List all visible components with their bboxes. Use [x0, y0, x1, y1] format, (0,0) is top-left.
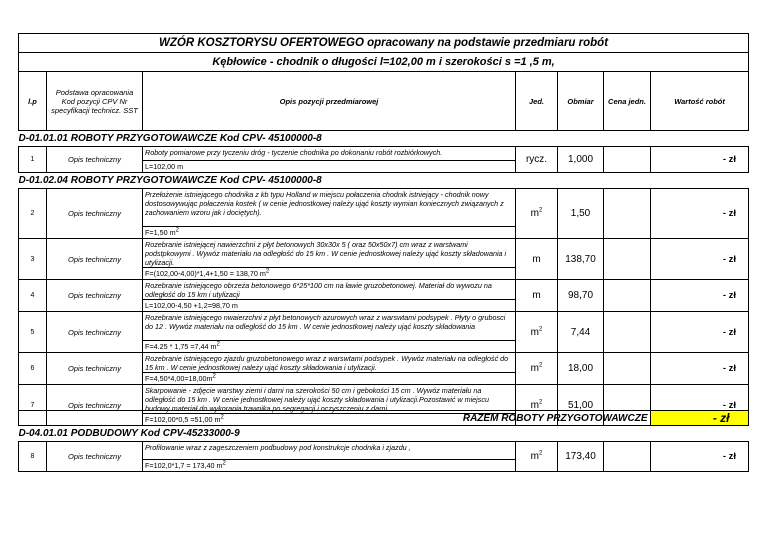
row-quantity: 1,50 [558, 189, 604, 239]
cost-estimate-table-continued [18, 426, 749, 472]
table-row [19, 189, 749, 227]
row-basis: Opis techniczny [47, 147, 143, 173]
row-calculation: F=(102,00-4,00)*1,4+1,50 = 138,70 $m^2$ [143, 268, 516, 280]
document-subtitle: Kębłowice - chodnik o długości l=102,00 m i szerokości s =1 ,5 m, [19, 53, 749, 72]
column-header-unit: Jed. [516, 72, 558, 131]
row-calculation: F=102,00*0,5 =51,00 $m^2$ [143, 414, 516, 426]
section-heading: D-04.01.01 PODBUDOWY Kod CPV-45233000-9 [19, 426, 749, 442]
column-header-description: Opis pozycji przedmiarowej [143, 72, 516, 131]
column-header-value: Wartość robót [651, 72, 749, 131]
row-basis: Opis techniczny [47, 353, 143, 385]
table-row [19, 442, 749, 460]
table-row [19, 280, 749, 300]
row-price [604, 353, 651, 385]
row-price [604, 312, 651, 353]
row-description: Przełożenie istniejącego chodnika z kb typu Holland w miejscu połaczenia chodnik istniejący - chodnik nowy dostosowywując połaczenia kostek ( w cenie jednostkowej należy ująć koszty wymian koniecznych związanych z zachowaniem wzoru jak i dociętych). [143, 189, 516, 227]
row-quantity: 98,70 [558, 280, 604, 312]
row-number: 4 [19, 280, 47, 312]
row-price [604, 442, 651, 472]
row-calculation: L=102,00 m [143, 161, 516, 173]
row-unit: m [516, 280, 558, 312]
row-number: 3 [19, 239, 47, 280]
row-description: Roboty pomiarowe przy tyczeniu dróg - tyczenie chodnika po dokonaniu robót rozbiórkowych. [143, 147, 516, 161]
row-quantity: 173,40 [558, 442, 604, 472]
row-unit: $m^2$ [516, 385, 558, 426]
table-row [19, 147, 749, 161]
row-value: - zł [651, 239, 749, 280]
column-header-basis: Podstawa opracowania Kod pozycji CPV Nr specyfikacji technicz. SST [47, 72, 143, 131]
row-value: - zł [651, 312, 749, 353]
row-description: Profilowanie wraz z zageszczeniem podbudowy pod konstrukcje chodnika i zjazdu , [143, 442, 516, 460]
row-description: Rozebranie istniejącej nawierzchni z płyt betonowych 30x30x 5 ( oraz 50x50x7) cm wraz z warstwami podstpkowymi . Wywóz materiału na odległość do 15 km . W cenie jednostkowej należy ująć koszty składowania i utylizacji. [143, 239, 516, 268]
row-price [604, 147, 651, 173]
row-basis: Opis techniczny [47, 442, 143, 472]
row-unit: $m^2$ [516, 189, 558, 239]
row-number: 7 [19, 385, 47, 426]
section-row [19, 173, 749, 189]
row-basis: Opis techniczny [47, 385, 143, 426]
row-value: - zł [651, 280, 749, 312]
row-calculation: F=1,50 $m^2$ [143, 227, 516, 239]
row-number: 6 [19, 353, 47, 385]
row-description: Rozebranie istniejącego nwaierzchni z płyt betonowych azurowych wraz z warswtami podsypek . Płyty o grubosci do 12 . Wywóz materiału na odległość do 15 km . W cenie jednostkowej należy ująć koszty składowania [143, 312, 516, 341]
table-row [19, 353, 749, 373]
summary-label: RAZEM ROBOTY PRZYGOTOWAWCZE [18, 411, 650, 426]
row-quantity: 7,44 [558, 312, 604, 353]
title-row [19, 34, 749, 53]
row-unit: m [516, 239, 558, 280]
row-basis: Opis techniczny [47, 280, 143, 312]
row-number: 5 [19, 312, 47, 353]
section-row [19, 131, 749, 147]
row-description: Rozebranie istniejącego zjazdu gruzobetonowego wraz z warswtami podsypek . Wywóz materiału na odległość do 15 km . W cenie jednostkowej należy ująć koszty składowania i utylizacji. [143, 353, 516, 373]
column-header-price: Cena jedn. [604, 72, 651, 131]
table-row [19, 239, 749, 268]
row-basis: Opis techniczny [47, 239, 143, 280]
section-heading: D-01.02.04 ROBOTY PRZYGOTOWAWCZE Kod CPV- 45100000-8 [19, 173, 749, 189]
summary-value: - zł [650, 411, 748, 426]
row-quantity: 138,70 [558, 239, 604, 280]
row-value: - zł [651, 385, 749, 426]
row-value: - zł [651, 147, 749, 173]
row-value: - zł [651, 353, 749, 385]
row-price [604, 189, 651, 239]
row-calculation: $F=4,50*4,00=18,00m^2$ [143, 373, 516, 385]
row-quantity: 51,00 [558, 385, 604, 426]
row-unit: $m^2$ [516, 312, 558, 353]
row-value: - zł [651, 442, 749, 472]
column-header-quantity: Obmiar [558, 72, 604, 131]
row-description: Rozebranie istniejącego obrzeża betonowego 6*25*100 cm na ławie gruzobetonowej. Materiał do wywozu na odległość do 15 km i utylizacji [143, 280, 516, 300]
row-price [604, 239, 651, 280]
row-quantity: 18,00 [558, 353, 604, 385]
cost-estimate-sheet [18, 33, 748, 543]
row-calculation: F=102,0*1,7 = 173,40 $m^2$ [143, 460, 516, 472]
row-price [604, 280, 651, 312]
row-calculation: L=102,00-4,50 +1,2=98,70 m [143, 300, 516, 312]
row-unit: $m^2$ [516, 442, 558, 472]
document-title: WZÓR KOSZTORYSU OFERTOWEGO opracowany na podstawie przedmiaru robót [19, 34, 749, 53]
column-header-lp: l.p [19, 72, 47, 131]
row-calculation: F=4.25 * 1,75 =7,44 $m^2$ [143, 341, 516, 353]
cost-estimate-table [18, 33, 749, 426]
row-value: - zł [651, 189, 749, 239]
section-heading: D-01.01.01 ROBOTY PRZYGOTOWAWCZE Kod CPV- 45100000-8 [19, 131, 749, 147]
row-description: Skarpowanie - zdjęcie warstwy ziemi i darni na szerokości 50 cm i gebokości 15 cm . Wywóz materiału na odległość do 15 km . W cenie jednostkowej należy ująć koszty składowania i utylizacji.Pozostawić w miejscu budowy materiał do wykorania trawnika po segregacji i oczyszczeniu z darni. [143, 385, 516, 414]
section-row [19, 426, 749, 442]
column-header-row [19, 72, 749, 131]
row-basis: Opis techniczny [47, 189, 143, 239]
row-number: 8 [19, 442, 47, 472]
table-row [19, 312, 749, 341]
row-unit: rycz. [516, 147, 558, 173]
row-quantity: 1,000 [558, 147, 604, 173]
row-number: 2 [19, 189, 47, 239]
row-unit: $m^2$ [516, 353, 558, 385]
row-number: 1 [19, 147, 47, 173]
row-basis: Opis techniczny [47, 312, 143, 353]
subtitle-row [19, 53, 749, 72]
